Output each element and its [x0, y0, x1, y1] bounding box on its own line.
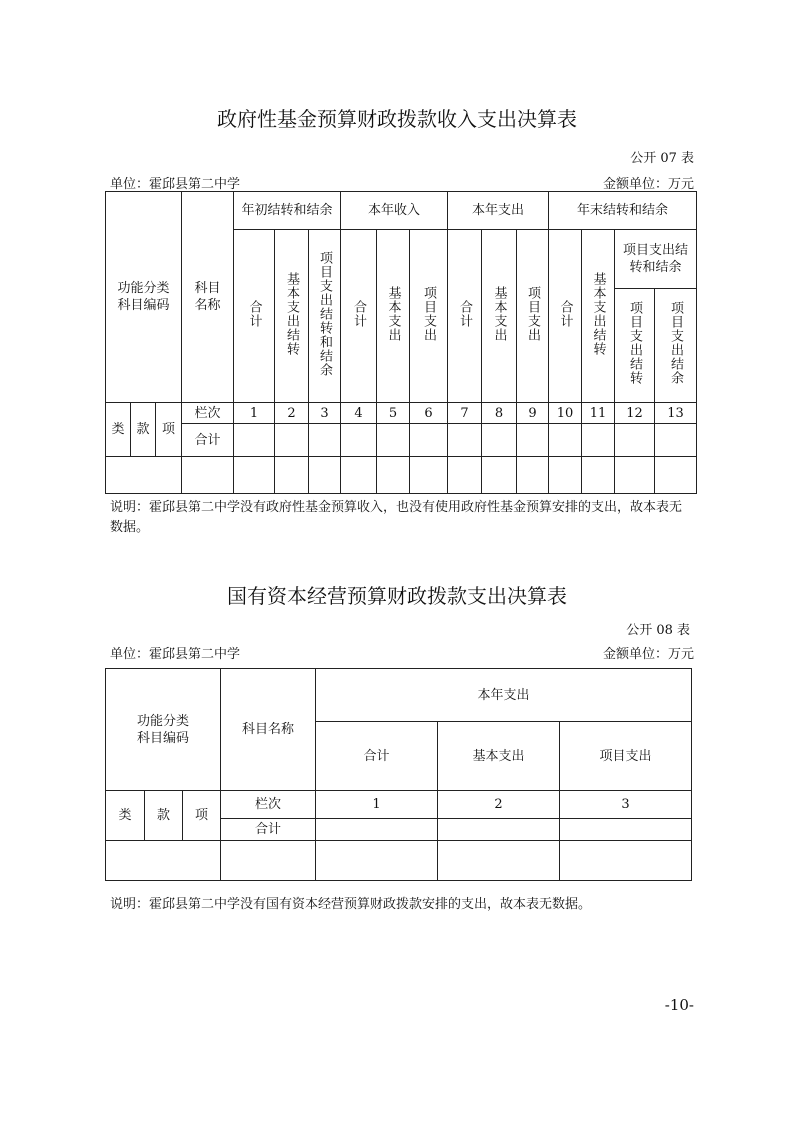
header-func-code: 功能分类科目编码 [106, 192, 182, 403]
col-number: 4 [341, 403, 377, 424]
col-number: 3 [560, 791, 692, 819]
table-cell [482, 424, 517, 457]
table-cell [482, 457, 517, 494]
table-cell [560, 841, 692, 881]
header-sub: 合计 [457, 299, 473, 328]
col-number: 2 [438, 791, 560, 819]
col-number: 8 [482, 403, 517, 424]
table-cell [234, 457, 275, 494]
header-sub: 合计 [316, 722, 438, 791]
table1-title: 政府性基金预算财政拨款收入支出决算表 [217, 107, 577, 131]
table-cell [221, 841, 316, 881]
header-sub: 项目支出结转 [627, 301, 643, 385]
table-cell [448, 457, 482, 494]
header-group: 本年支出 [316, 669, 692, 722]
table-cell [309, 230, 341, 403]
table2-title: 国有资本经营预算财政拨款支出决算表 [227, 584, 567, 608]
col-number: 13 [655, 403, 697, 424]
header-group: 年末结转和结余 [549, 192, 697, 230]
table-cell [309, 457, 341, 494]
table-cell [482, 230, 517, 403]
table1-note: 说明：霍邱县第二中学没有政府性基金预算收入，也没有使用政府性基金预算安排的支出，故本表无数据。 [110, 500, 683, 535]
col-number: 2 [275, 403, 309, 424]
table-cell [549, 230, 582, 403]
table-cell [438, 819, 560, 841]
header-name: 科目名称 [182, 192, 234, 403]
table-cell [448, 424, 482, 457]
table-cell [182, 457, 234, 494]
header-sub: 合计 [557, 299, 573, 328]
table-cell [377, 424, 410, 457]
col-number: 6 [410, 403, 448, 424]
header-sub: 基本支出 [438, 722, 560, 791]
table-cell [582, 230, 615, 403]
table-cell [517, 424, 549, 457]
header-sub: 基本支出结转 [590, 271, 606, 356]
table1-unit: 单位：霍邱县第二中学 [110, 177, 241, 192]
col-lei: 类 [106, 403, 131, 457]
table-cell [410, 457, 448, 494]
table-cell [316, 819, 438, 841]
table-cell [234, 230, 275, 403]
table-cell [655, 424, 697, 457]
header-func-code: 功能分类科目编码 [106, 669, 221, 791]
col-lei: 类 [106, 791, 145, 841]
table-cell [234, 424, 275, 457]
table-cell [517, 457, 549, 494]
table-cell [309, 424, 341, 457]
page-number: -10- [664, 996, 694, 1014]
table-cell [549, 424, 582, 457]
table-cell [275, 424, 309, 457]
header-sub: 项目支出 [560, 722, 692, 791]
table-cell [377, 457, 410, 494]
table-cell [582, 457, 615, 494]
col-number: 1 [316, 791, 438, 819]
header-sub: 合计 [351, 299, 367, 328]
col-number: 7 [448, 403, 482, 424]
total-label: 合计 [182, 424, 234, 457]
table2-note: 说明：霍邱县第二中学没有国有资本经营预算财政拨款安排的支出，故本表无数据。 [110, 897, 592, 912]
table-cell [341, 230, 377, 403]
table-cell [377, 230, 410, 403]
header-sub: 基本支出 [491, 285, 507, 342]
table2-unit: 单位：霍邱县第二中学 [110, 647, 241, 662]
col-number: 5 [377, 403, 410, 424]
col-xiang: 项 [183, 791, 221, 841]
table-cell [560, 819, 692, 841]
header-sub: 项目支出 [421, 285, 437, 342]
header-sub: 项目支出结余 [668, 301, 684, 385]
table-cell [549, 457, 582, 494]
table1-money-unit: 金额单位：万元 [602, 177, 694, 192]
table1 [105, 191, 697, 494]
col-number: 11 [582, 403, 615, 424]
table2-code: 公开 08 表 [626, 623, 690, 638]
table-cell [341, 457, 377, 494]
table2 [105, 668, 692, 881]
header-sub: 合计 [246, 299, 262, 328]
col-number: 1 [234, 403, 275, 424]
header-sub: 基本支出 [385, 285, 401, 342]
table-cell [275, 457, 309, 494]
col-number: 9 [517, 403, 549, 424]
col-number: 12 [615, 403, 655, 424]
header-sub: 项目支出 [525, 285, 541, 342]
col-kuan: 款 [145, 791, 183, 841]
table-cell [316, 841, 438, 881]
table-cell [655, 457, 697, 494]
table-cell [615, 289, 655, 403]
table-cell [275, 230, 309, 403]
total-label: 合计 [221, 819, 316, 841]
header-sub: 项目支出结转和结余 [317, 250, 333, 377]
header-group: 本年收入 [341, 192, 448, 230]
table-cell [106, 457, 182, 494]
header-group: 本年支出 [448, 192, 549, 230]
table-cell [582, 424, 615, 457]
col-kuan: 款 [131, 403, 156, 457]
table-cell [655, 289, 697, 403]
header-sub: 项目支出结转和结余 [615, 230, 697, 289]
table-cell [410, 424, 448, 457]
table-cell [106, 841, 221, 881]
table2-money-unit: 金额单位：万元 [602, 647, 694, 662]
header-group: 年初结转和结余 [234, 192, 341, 230]
col-xiang: 项 [156, 403, 182, 457]
table-cell [341, 424, 377, 457]
table-cell [410, 230, 448, 403]
table-cell [448, 230, 482, 403]
table-cell [615, 424, 655, 457]
table-cell [517, 230, 549, 403]
header-name: 科目名称 [221, 669, 316, 791]
table1-code: 公开 07 表 [630, 151, 694, 166]
lanci-label: 栏次 [221, 791, 316, 819]
header-sub: 基本支出结转 [284, 271, 300, 356]
col-number: 10 [549, 403, 582, 424]
table-cell [615, 457, 655, 494]
table-cell [438, 841, 560, 881]
col-number: 3 [309, 403, 341, 424]
lanci-label: 栏次 [182, 403, 234, 424]
